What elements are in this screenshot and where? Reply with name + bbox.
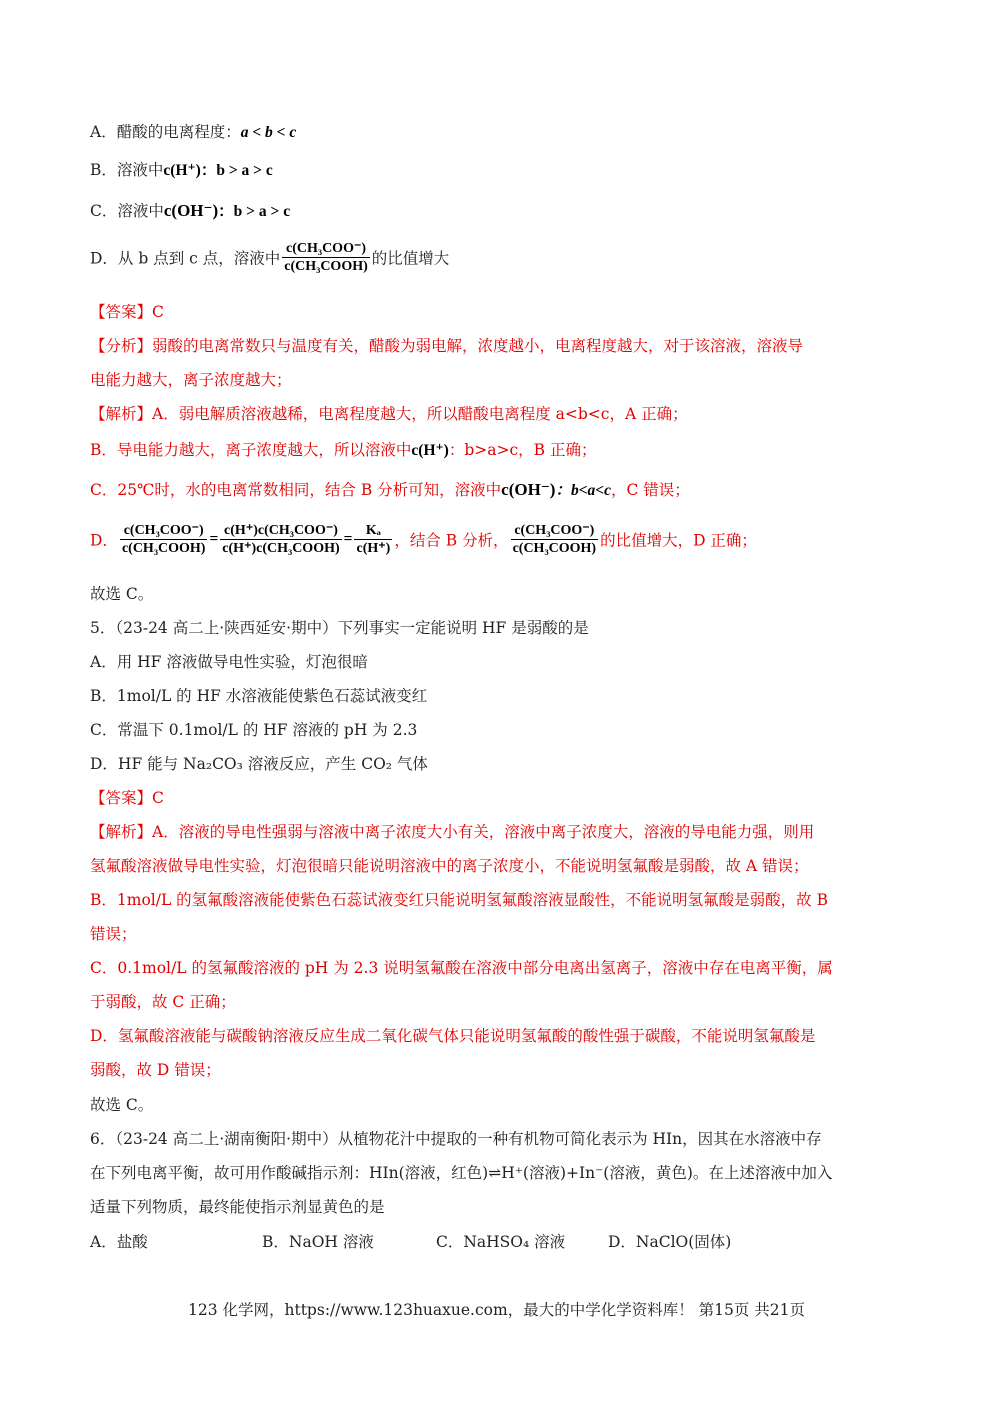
q6-stem-line2 bbox=[90, 1161, 832, 1183]
analysis-text: 电能力越大，离子浓度越大； bbox=[90, 371, 292, 389]
fraction-numerator: c(CH₃COO⁻) bbox=[282, 240, 370, 258]
q6-stem-line3 bbox=[90, 1195, 385, 1217]
explain-text: ，结合 B 分析， bbox=[394, 531, 509, 550]
fraction bbox=[282, 240, 370, 275]
explain-text: ，C 错误； bbox=[611, 481, 690, 499]
fraction-denominator: c(CH₃COOH) bbox=[121, 541, 206, 556]
option-text: C．溶液中 bbox=[90, 202, 164, 220]
explain-text: C．25℃时，水的电离常数相同，结合 B 分析可知，溶液中 bbox=[90, 481, 502, 499]
option-text: A．用 HF 溶液做导电性实验，灯泡很暗 bbox=[90, 653, 368, 671]
fraction bbox=[354, 522, 392, 557]
q6-options bbox=[90, 1230, 731, 1252]
question-stem: 适量下列物质，最终能使指示剂显黄色的是 bbox=[90, 1198, 385, 1216]
footer-text: 123 化学网，https://www.123huaxue.com，最大的中学化学资料库！ 第15页 共21页 bbox=[187, 1301, 805, 1319]
explain-text: B．1mol/L 的氢氟酸溶液能使紫色石蕊试液变红只能说明氢氟酸溶液显酸性，不能说明氢氟酸是弱酸，故 B bbox=[90, 891, 829, 909]
formula: ：b > a > c bbox=[200, 162, 273, 179]
explain-text: 的比值增大，D 正确； bbox=[600, 531, 757, 550]
analysis-tag: 【分析】 bbox=[90, 337, 153, 355]
equals-sign: = bbox=[343, 530, 353, 548]
q4-option-c bbox=[90, 199, 290, 221]
explain-text: 弱酸，故 D 错误； bbox=[90, 1061, 221, 1079]
q4-explain-a bbox=[90, 402, 688, 424]
formula: ：b > a > c bbox=[218, 203, 291, 220]
fraction-numerator: c(CH₃COO⁻) bbox=[120, 522, 208, 540]
fraction bbox=[220, 522, 341, 557]
q5-explain-line1 bbox=[90, 820, 814, 842]
explain-text: B．导电能力越大，离子浓度越大，所以溶液中 bbox=[90, 441, 412, 459]
option-b: B．NaOH 溶液 bbox=[262, 1233, 374, 1251]
q5-explain-line8 bbox=[90, 1058, 221, 1080]
fraction-denominator: c(H⁺) bbox=[356, 541, 391, 556]
explain-text: 于弱酸，故 C 正确； bbox=[90, 993, 236, 1011]
explain-text: D．氢氟酸溶液能与碳酸钠溶液反应生成二氧化碳气体只能说明氢氟酸的酸性强于碳酸，不能说明氢氟酸是 bbox=[90, 1027, 816, 1045]
explain-text: A．溶液的导电性强弱与溶液中离子浓度大小有关，溶液中离子浓度大，溶液的导电能力强，则用 bbox=[152, 823, 815, 841]
question-stem: 在下列电离平衡，故可用作酸碱指示剂：HIn(溶液，红色)⇌H⁺(溶液)+In⁻(溶液，黄色)。在上述溶液中加入 bbox=[90, 1164, 833, 1182]
explain-text: 错误； bbox=[90, 925, 137, 943]
q5-explain-line6 bbox=[90, 990, 236, 1012]
answer-tag: 【答案】 bbox=[90, 789, 153, 807]
answer-value: C bbox=[152, 303, 164, 321]
explain-text: ：b>a>c，B 正确； bbox=[448, 441, 597, 459]
fraction bbox=[511, 522, 599, 557]
explain-text: A．弱电解质溶液越稀，电离程度越大，所以醋酸电离程度 a<b<c，A 正确； bbox=[152, 405, 688, 423]
option-text: A．醋酸的电离程度： bbox=[90, 123, 241, 141]
q5-option-d bbox=[90, 752, 428, 774]
fraction-numerator: c(CH₃COO⁻) bbox=[511, 522, 599, 540]
q4-option-a bbox=[90, 120, 296, 142]
analysis-text: 弱酸的电离常数只与温度有关，醋酸为弱电解，浓度越小，电离程度越大，对于该溶液，溶液导 bbox=[152, 337, 804, 355]
q4-explain-b bbox=[90, 438, 597, 460]
q5-explain-line2 bbox=[90, 854, 809, 876]
fraction-numerator: Kₐ bbox=[354, 522, 392, 540]
option-text: B．1mol/L 的 HF 水溶液能使紫色石蕊试液变红 bbox=[90, 687, 428, 705]
option-text: 的比值增大 bbox=[371, 249, 450, 268]
q5-explain-line4 bbox=[90, 922, 137, 944]
fraction-denominator: c(CH₃COOH) bbox=[512, 541, 597, 556]
q4-analysis-line1 bbox=[90, 334, 803, 356]
option-d: D．NaClO(固体) bbox=[608, 1233, 732, 1251]
q4-analysis-line2 bbox=[90, 368, 292, 390]
explain-text: C．0.1mol/L 的氢氟酸溶液的 pH 为 2.3 说明氢氟酸在溶液中部分电离出氢离子，溶液中存在电离平衡，属 bbox=[90, 959, 833, 977]
q4-option-d bbox=[90, 240, 449, 275]
equals-sign: = bbox=[209, 530, 219, 548]
option-text: C．常温下 0.1mol/L 的 HF 溶液的 pH 为 2.3 bbox=[90, 721, 418, 739]
question-stem: 6．（23-24 高二上·湖南衡阳·期中）从植物花汁中提取的一种有机物可简化表示为 HIn，因其在水溶液中存 bbox=[90, 1130, 822, 1148]
q4-explain-c bbox=[90, 478, 690, 500]
q4-explain-d bbox=[90, 522, 757, 557]
formula: c(OH⁻) bbox=[501, 480, 556, 499]
fraction-denominator: c(CH₃COOH) bbox=[284, 259, 368, 274]
explain-text: D． bbox=[90, 531, 118, 550]
fraction-denominator: c(H⁺)c(CH₃COOH) bbox=[222, 541, 340, 556]
explain-text: 氢氟酸溶液做导电性实验，灯泡很暗只能说明溶液中的离子浓度小，不能说明氢氟酸是弱酸，故 A 错误； bbox=[90, 857, 809, 875]
option-text: B．溶液中 bbox=[90, 161, 164, 179]
explain-tag: 【解析】 bbox=[90, 823, 153, 841]
option-text: D．从 b 点到 c 点，溶液中 bbox=[90, 249, 281, 268]
q5-stem bbox=[90, 616, 589, 638]
formula: c(H⁺) bbox=[411, 442, 449, 459]
q4-answer bbox=[90, 300, 164, 322]
question-stem: 5．（23-24 高二上·陕西延安·期中）下列事实一定能说明 HF 是弱酸的是 bbox=[90, 619, 589, 637]
conclusion-text: 故选 C。 bbox=[90, 585, 154, 603]
explain-tag: 【解析】 bbox=[90, 405, 153, 423]
q5-option-b bbox=[90, 684, 427, 706]
option-a: A．盐酸 bbox=[90, 1233, 148, 1251]
q6-stem-line1 bbox=[90, 1127, 822, 1149]
answer-value: C bbox=[152, 789, 164, 807]
q4-conclusion bbox=[90, 582, 153, 604]
q5-explain-line3 bbox=[90, 888, 828, 910]
q5-answer bbox=[90, 786, 164, 808]
answer-tag: 【答案】 bbox=[90, 303, 153, 321]
q5-option-c bbox=[90, 718, 417, 740]
fraction-numerator: c(H⁺)c(CH₃COO⁻) bbox=[220, 522, 341, 540]
formula: a < b < c bbox=[240, 124, 297, 141]
formula: c(H⁺) bbox=[163, 162, 201, 179]
conclusion-text: 故选 C。 bbox=[90, 1096, 154, 1114]
q5-option-a bbox=[90, 650, 368, 672]
option-c: C．NaHSO₄ 溶液 bbox=[436, 1233, 566, 1251]
q5-conclusion bbox=[90, 1093, 153, 1115]
fraction bbox=[120, 522, 208, 557]
formula: c(OH⁻) bbox=[163, 201, 219, 220]
formula: ：b<a<c bbox=[555, 482, 612, 499]
option-text: D．HF 能与 Na₂CO₃ 溶液反应，产生 CO₂ 气体 bbox=[90, 755, 428, 773]
page-footer bbox=[0, 1298, 993, 1320]
q4-option-b bbox=[90, 158, 273, 180]
q5-explain-line5 bbox=[90, 956, 833, 978]
q5-explain-line7 bbox=[90, 1024, 815, 1046]
